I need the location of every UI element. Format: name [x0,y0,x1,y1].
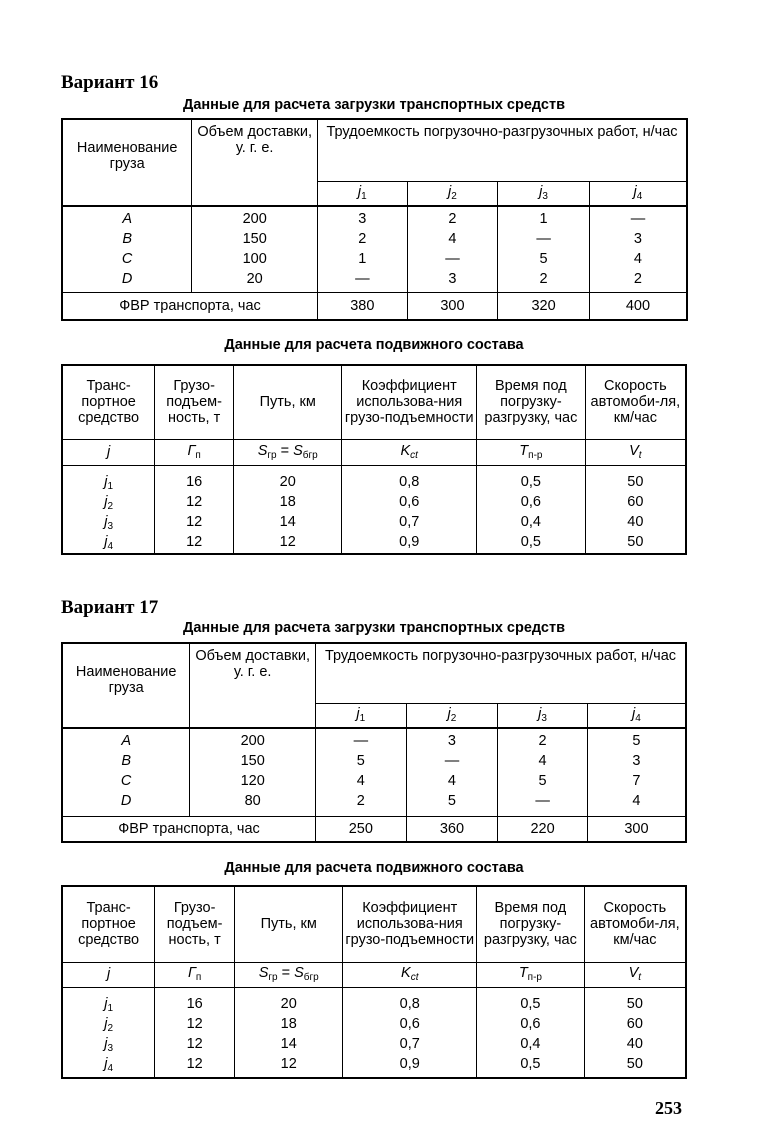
header-j3: $j_3$ [498,181,590,206]
fvr-value: 300 [407,292,498,320]
time-value: 0,4 [520,1035,541,1052]
header-coefficient: Коэффициент использова-ния грузо-подъемности [343,886,477,962]
coefficient-value: 0,8 [399,473,420,490]
fleet-table-caption: Данные для расчета подвижного состава [224,337,524,353]
path-value: 20 [279,473,296,490]
volume-value: 100 [242,251,267,267]
speed-value: 50 [626,995,643,1012]
coefficient-value: 0,7 [399,513,420,530]
speed-cell [585,465,686,554]
cargo-names-cell [62,206,192,292]
vehicle-id: $j_3$ [104,513,114,532]
capacity-cell [155,987,235,1078]
time-value: 0,5 [520,1055,541,1072]
load-table-caption: Данные для расчета загрузки транспортных средств [183,620,565,636]
labor-value: 1 [539,211,548,227]
volumes-cell [190,728,316,816]
fvr-value: 250 [316,816,407,842]
labor-value: — [353,733,369,749]
coefficient-cell [343,987,477,1078]
labor-value: — [535,793,550,809]
fvr-value: 400 [589,292,687,320]
header-j1: $j_1$ [316,703,407,728]
cargo-name: B [122,231,132,247]
j3-values-cell [498,728,588,816]
fvr-value: 380 [318,292,408,320]
cargo-name: A [122,211,132,227]
cargo-names-cell [62,728,190,816]
labor-value: 5 [538,773,547,789]
coefficient-value: 0,6 [399,1015,420,1032]
volume-value: 200 [240,733,265,749]
path-cell [234,465,342,554]
speed-value: 60 [626,1015,643,1032]
labor-value: 4 [447,773,456,789]
labor-value: 4 [538,753,547,769]
variant-title: Вариант 16 [61,72,159,93]
volume-value: 120 [240,773,265,789]
capacity-value: 12 [186,493,203,510]
cargo-name: D [120,793,132,809]
fvr-label: ФВР транспорта, час [62,816,316,842]
path-value: 12 [279,533,296,550]
symbol-j: j [62,962,155,987]
path-value: 12 [280,1055,297,1072]
coefficient-value: 0,6 [399,493,420,510]
capacity-value: 16 [186,995,203,1012]
labor-value: — [536,231,551,247]
speed-value: 50 [627,473,644,490]
time-value: 0,5 [520,533,541,550]
path-value: 18 [280,1015,297,1032]
vehicle-id: $j_3$ [104,1035,114,1054]
capacity-value: 12 [186,513,203,530]
j1-values-cell [316,728,407,816]
j1-values-cell [318,206,408,292]
symbol-j: j [62,439,155,465]
time-value: 0,5 [520,473,541,490]
labor-value: 4 [632,793,641,809]
header-j2: $j_2$ [407,181,498,206]
header-speed: Скорость автомоби-ля, км/час [584,886,686,962]
header-cargo-name: Наименование груза [62,643,190,728]
header-speed: Скорость автомоби-ля, км/час [585,365,686,439]
capacity-cell [155,465,234,554]
cargo-name: D [121,271,133,287]
j2-values-cell [407,206,498,292]
path-value: 18 [279,493,296,510]
coefficient-value: 0,8 [399,995,420,1012]
header-capacity: Грузо-подъем-ность, т [155,886,235,962]
capacity-value: 12 [186,1035,203,1052]
labor-value: — [630,211,646,227]
labor-value: 3 [447,733,456,749]
vehicle-id: $j_2$ [104,493,114,512]
labor-value: 7 [632,773,641,789]
symbol-capacity: $Г_п$ [155,962,235,987]
capacity-value: 16 [186,473,203,490]
coefficient-value: 0,9 [399,1055,420,1072]
labor-value: 3 [632,753,641,769]
header-vehicle: Транс-портное средство [62,365,155,439]
volume-value: 150 [240,753,265,769]
labor-value: 3 [633,231,642,247]
header-coefficient: Коэффициент использова-ния грузо-подъемности [342,365,477,439]
capacity-value: 12 [186,533,203,550]
header-j2: $j_2$ [406,703,498,728]
path-value: 20 [280,995,297,1012]
labor-value: 2 [539,271,548,287]
time-value: 0,6 [520,493,541,510]
vehicle-id: $j_1$ [104,995,114,1014]
symbol-time: $T_{п-р}$ [477,962,585,987]
speed-value: 50 [626,1055,643,1072]
fvr-label: ФВР транспорта, час [62,292,318,320]
header-time: Время под погрузку-разгрузку, час [477,365,586,439]
labor-value: — [444,753,460,769]
labor-value: 4 [356,773,365,789]
coefficient-value: 0,9 [399,533,420,550]
j4-values-cell [587,728,686,816]
vehicle-id: $j_2$ [104,1015,114,1034]
volumes-cell [192,206,318,292]
header-j4: $j_4$ [587,703,686,728]
header-j1: $j_1$ [318,181,408,206]
symbol-path: $S_{гр} = S_{бгр}$ [234,439,342,465]
header-labor: Трудоемкость погрузочно-разгрузочных работ, н/час [318,119,688,181]
labor-value: — [355,271,370,287]
path-value: 14 [279,513,296,530]
labor-value: 5 [447,793,456,809]
header-j4: $j_4$ [589,181,687,206]
load-table-caption: Данные для расчета загрузки транспортных средств [183,97,565,113]
labor-value: 2 [448,211,457,227]
vehicle-id: $j_4$ [104,533,114,552]
fvr-value: 360 [406,816,498,842]
labor-value: 2 [633,271,642,287]
page-number: 253 [655,1098,682,1118]
symbol-speed: $V_t$ [585,439,686,465]
path-cell [235,987,343,1078]
time-cell [477,987,585,1078]
vehicle-id: $j_4$ [104,1055,114,1074]
symbol-coefficient: $K_{ct}$ [342,439,477,465]
volume-value: 150 [242,231,267,247]
time-value: 0,6 [520,1015,541,1032]
time-value: 0,4 [520,513,541,530]
symbol-capacity: $Г_п$ [155,439,234,465]
labor-value: 4 [448,231,457,247]
labor-value: 3 [358,211,367,227]
labor-value: 3 [448,271,457,287]
j4-values-cell [589,206,687,292]
load-table [61,642,687,843]
vehicle-ids-cell [62,465,155,554]
fleet-table [61,364,687,555]
vehicle-id: $j_1$ [104,473,114,492]
symbol-coefficient: $K_{ct}$ [343,962,477,987]
labor-value: 2 [358,231,367,247]
cargo-name: B [121,753,131,769]
fleet-table-caption: Данные для расчета подвижного состава [224,860,524,876]
load-table [61,118,688,321]
speed-value: 50 [627,533,644,550]
fvr-value: 300 [587,816,686,842]
fvr-value: 220 [498,816,588,842]
header-volume: Объем доставки, у. г. е. [190,643,316,728]
labor-value: 5 [632,733,641,749]
header-labor: Трудоемкость погрузочно-разгрузочных работ, н/час [316,643,687,703]
time-cell [477,465,586,554]
capacity-value: 12 [186,1055,203,1072]
coefficient-value: 0,7 [399,1035,420,1052]
time-value: 0,5 [520,995,541,1012]
labor-value: 5 [539,251,548,267]
header-path: Путь, км [235,886,343,962]
labor-value: 2 [538,733,547,749]
coefficient-cell [342,465,477,554]
speed-value: 60 [627,493,644,510]
speed-value: 40 [626,1035,643,1052]
volume-value: 20 [246,271,263,287]
j2-values-cell [406,728,498,816]
fvr-value: 320 [498,292,590,320]
path-value: 14 [280,1035,297,1052]
header-capacity: Грузо-подъем-ность, т [155,365,234,439]
header-volume: Объем доставки, у. г. е. [192,119,318,206]
symbol-time: $T_{п-р}$ [477,439,586,465]
symbol-path: $S_{гр} = S_{бгр}$ [235,962,343,987]
symbol-speed: $V_t$ [584,962,686,987]
cargo-name: C [121,251,133,267]
capacity-value: 12 [186,1015,203,1032]
header-path: Путь, км [234,365,342,439]
vehicle-ids-cell [62,987,155,1078]
speed-cell [584,987,686,1078]
variant-title: Вариант 17 [61,597,159,618]
header-vehicle: Транс-портное средство [62,886,155,962]
speed-value: 40 [627,513,644,530]
labor-value: 4 [633,251,642,267]
header-cargo-name: Наименование груза [62,119,192,206]
cargo-name: C [120,773,132,789]
header-j3: $j_3$ [498,703,588,728]
labor-value: 2 [356,793,365,809]
header-time: Время под погрузку-разгрузку, час [477,886,585,962]
labor-value: — [445,251,460,267]
labor-value: 5 [356,753,365,769]
volume-value: 80 [244,793,261,809]
labor-value: 1 [358,251,367,267]
volume-value: 200 [242,211,267,227]
fleet-table [61,885,687,1079]
j3-values-cell [498,206,590,292]
cargo-name: A [121,733,131,749]
